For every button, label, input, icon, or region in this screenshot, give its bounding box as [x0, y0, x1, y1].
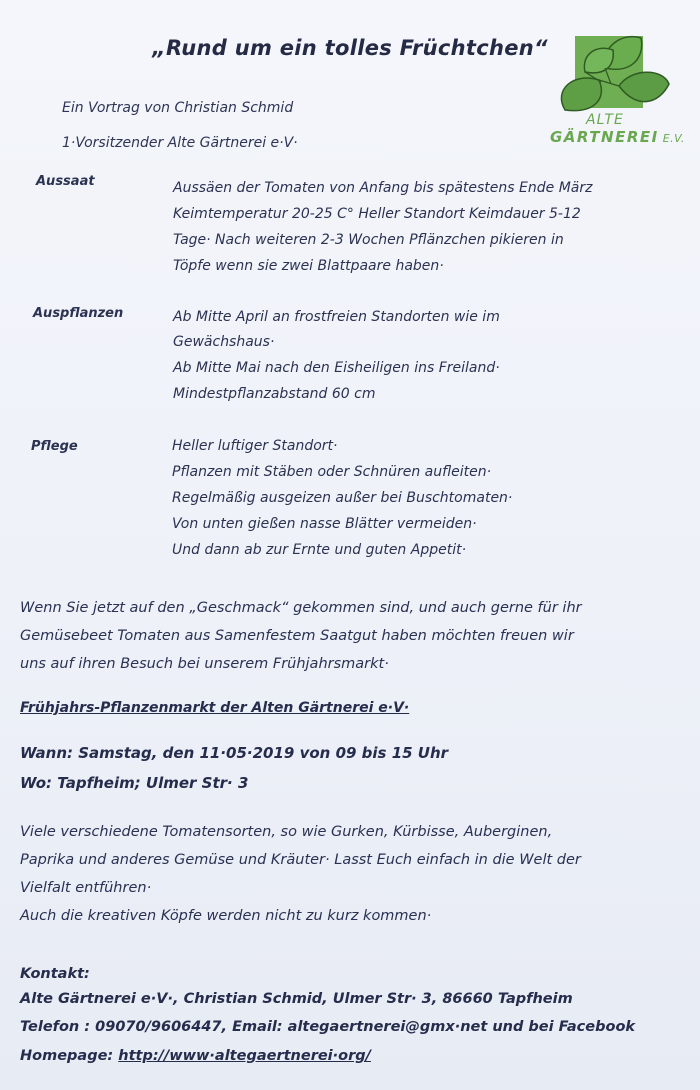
byline-author: Ein Vortrag von Christian Schmid — [62, 100, 294, 116]
homepage-label: Homepage: — [20, 1048, 114, 1064]
section-label-pflege: Pflege — [31, 439, 78, 454]
byline-role: 1·Vorsitzender Alte Gärtnerei e·V· — [62, 135, 298, 151]
section-line: Und dann ab zur Ernte und guten Appetit· — [172, 542, 467, 558]
section-line: Heller luftiger Standort· — [172, 438, 338, 454]
section-line: Keimtemperatur 20-25 C° Heller Standort Keimdauer 5-12 — [173, 206, 581, 222]
logo-wordmark — [548, 112, 698, 146]
flyer-title: „Rund um ein tolles Früchtchen“ — [152, 36, 548, 60]
invite-line: uns auf ihren Besuch bei unserem Frühjahrsmarkt· — [20, 656, 389, 672]
logo-text-alte: ALTE — [586, 112, 624, 128]
logo-text-gaertnerei — [550, 128, 698, 146]
logo-text-ev: E.V. — [662, 132, 685, 145]
section-line: Töpfe wenn sie zwei Blattpaare haben· — [173, 258, 444, 274]
section-line: Aussäen der Tomaten von Anfang bis spätestens Ende März — [173, 180, 593, 196]
contact-label: Kontakt: — [20, 966, 90, 982]
details-line: Viele verschiedene Tomatensorten, so wie Gurken, Kürbisse, Auberginen, — [20, 824, 553, 840]
event-where: Wo: Tapfheim; Ulmer Str· 3 — [20, 774, 249, 792]
section-line: Regelmäßig ausgeizen außer bei Buschtomaten· — [172, 490, 513, 506]
contact-phone-email: Telefon : 09070/9606447, Email: altegaertnerei@gmx·net und bei Facebook — [20, 1019, 636, 1035]
invite-line: Wenn Sie jetzt auf den „Geschmack“ gekommen sind, und auch gerne für ihr — [20, 600, 582, 616]
details-line: Vielfalt entführen· — [20, 880, 152, 896]
contact-address: Alte Gärtnerei e·V·, Christian Schmid, Ulmer Str· 3, 86660 Tapfheim — [20, 991, 573, 1007]
details-line: Paprika und anderes Gemüse und Kräuter· Lasst Euch einfach in die Welt der — [20, 852, 581, 868]
event-when: Wann: Samstag, den 11·05·2019 von 09 bis 15 Uhr — [20, 744, 449, 762]
homepage-link[interactable]: http://www·altegaertnerei·org/ — [118, 1048, 371, 1064]
logo-text-name: GÄRTNEREI — [550, 128, 659, 146]
section-line: Tage· Nach weiteren 2-3 Wochen Pflänzchen pikieren in — [173, 232, 564, 248]
section-line: Ab Mitte Mai nach den Eisheiligen ins Freiland· — [173, 360, 500, 376]
contact-homepage — [20, 1048, 371, 1064]
section-label-auspflanzen: Auspflanzen — [33, 306, 124, 321]
market-title: Frühjahrs-Pflanzenmarkt der Alten Gärtnerei e·V· — [20, 700, 410, 716]
section-line: Gewächshaus· — [173, 334, 275, 350]
details-line: Auch die kreativen Köpfe werden nicht zu kurz kommen· — [20, 908, 432, 924]
section-line: Von unten gießen nasse Blätter vermeiden· — [172, 516, 477, 532]
section-line: Ab Mitte April an frostfreien Standorten wie im — [173, 309, 500, 325]
invite-line: Gemüsebeet Tomaten aus Samenfestem Saatgut haben möchten freuen wir — [20, 628, 574, 644]
section-line: Mindestpflanzabstand 60 cm — [173, 386, 376, 402]
section-line: Pflanzen mit Stäben oder Schnüren aufleiten· — [172, 464, 492, 480]
section-label-aussaat: Aussaat — [36, 174, 95, 189]
